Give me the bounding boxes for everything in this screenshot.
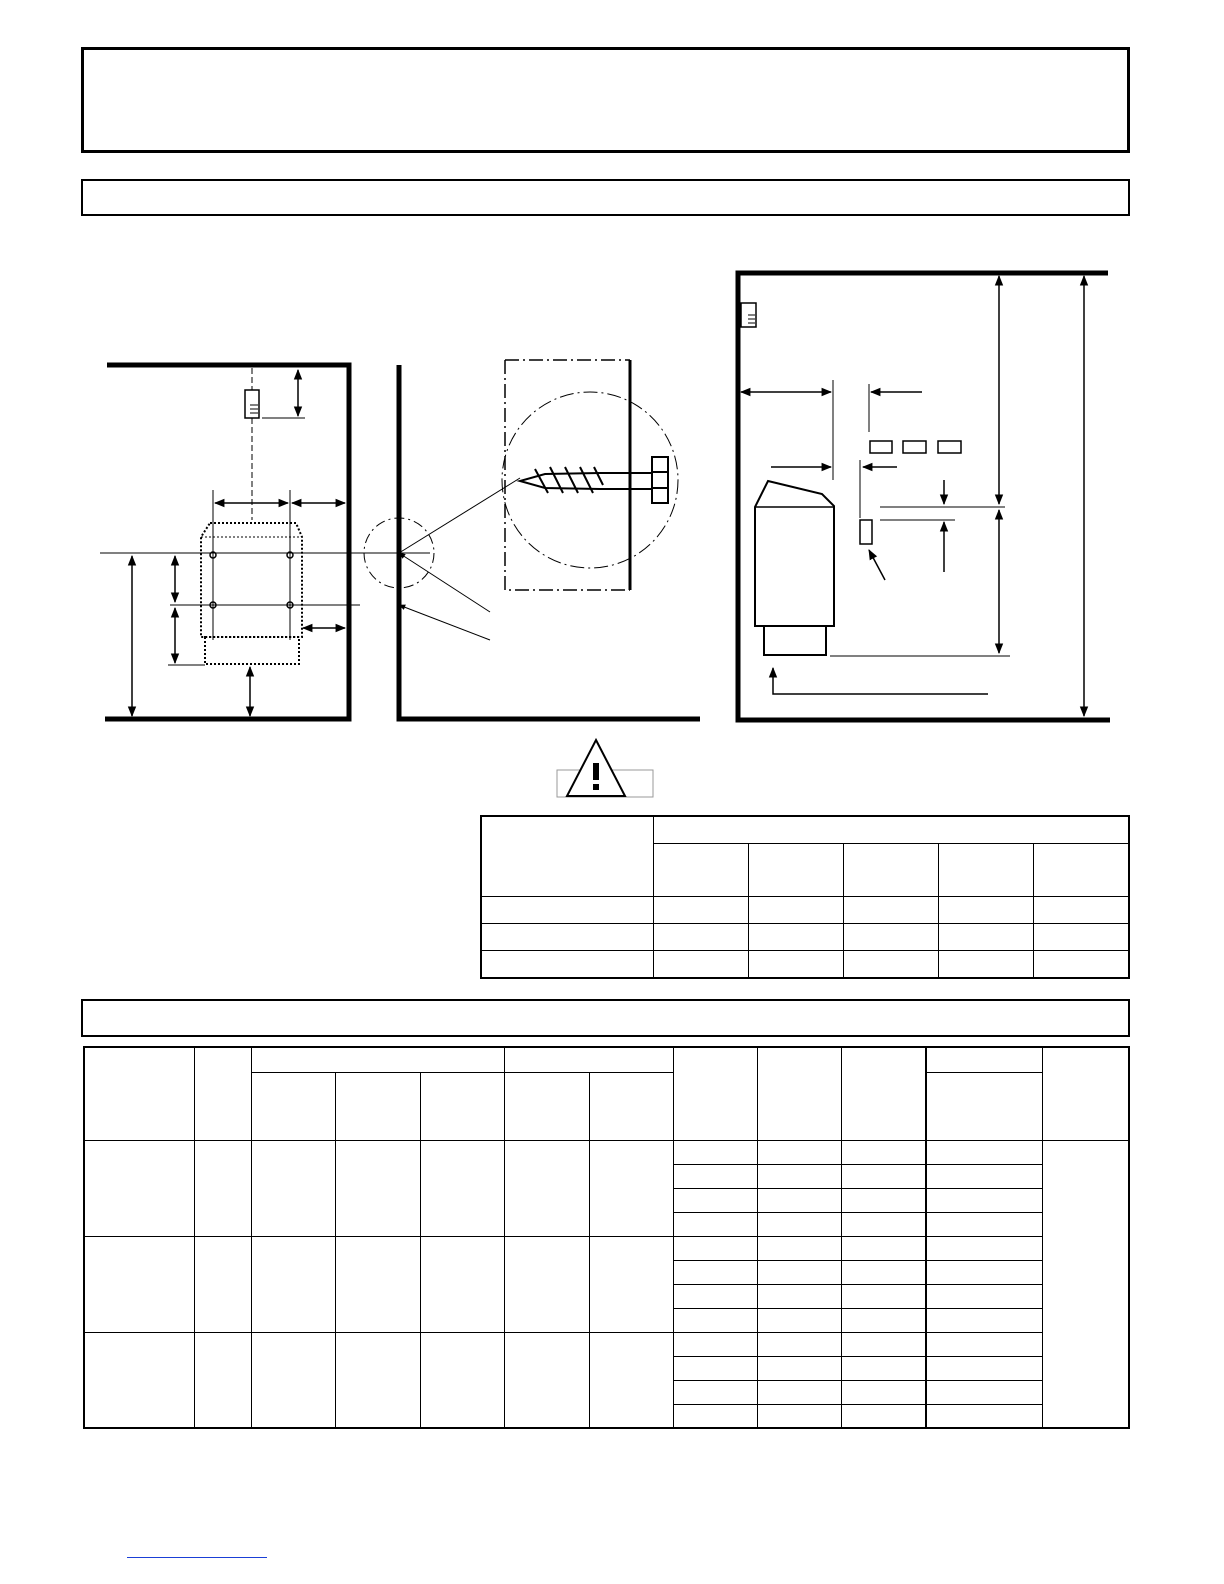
footer-link[interactable] (127, 1557, 267, 1559)
table-cell (653, 951, 748, 979)
clearance-subheader (653, 844, 748, 897)
table-cell (841, 1380, 926, 1404)
table-cell (757, 1308, 841, 1332)
table-cell (481, 924, 653, 951)
thermostat-icon (245, 390, 259, 418)
table-cell (504, 1236, 589, 1332)
table-cell (748, 897, 843, 924)
table-cell (673, 1164, 757, 1188)
spec-header (84, 1047, 194, 1140)
clearance-subheader (1033, 844, 1129, 897)
table-cell (757, 1284, 841, 1308)
table-cell (926, 1380, 1042, 1404)
warning-icon (557, 740, 653, 797)
table-row (481, 924, 1129, 951)
front-view-drawing (100, 365, 430, 719)
table-cell (926, 1356, 1042, 1380)
table-cell (843, 924, 938, 951)
table-cell (1042, 1140, 1129, 1428)
table-cell (420, 1236, 504, 1332)
table-cell (194, 1236, 251, 1332)
screw-icon (520, 457, 668, 503)
table-cell (673, 1308, 757, 1332)
table-cell (1033, 951, 1129, 979)
table-cell (251, 1140, 335, 1236)
table-row (84, 1140, 1129, 1164)
table-cell (841, 1260, 926, 1284)
spec-header (926, 1072, 1042, 1140)
table-row (84, 1332, 1129, 1356)
table-cell (335, 1236, 420, 1332)
specifications-table (83, 1046, 1130, 1429)
spec-header (673, 1047, 757, 1140)
table-cell (926, 1140, 1042, 1164)
table-cell (1033, 924, 1129, 951)
table-cell (335, 1140, 420, 1236)
table-cell (653, 924, 748, 951)
table-cell (481, 951, 653, 979)
table-cell (926, 1308, 1042, 1332)
spec-header (926, 1047, 1042, 1072)
table-cell (843, 951, 938, 979)
spec-header (1042, 1047, 1129, 1140)
table-cell (748, 924, 843, 951)
group-label (84, 1332, 194, 1428)
table-cell (589, 1236, 673, 1332)
table-cell (673, 1356, 757, 1380)
table-cell (757, 1332, 841, 1356)
table-cell (841, 1356, 926, 1380)
table-cell (673, 1380, 757, 1404)
table-cell (194, 1140, 251, 1236)
table-cell (757, 1404, 841, 1428)
table-cell (673, 1212, 757, 1236)
spec-header (841, 1047, 926, 1140)
table-cell (589, 1140, 673, 1236)
spec-header (335, 1072, 420, 1140)
table-cell (926, 1164, 1042, 1188)
table-cell (843, 897, 938, 924)
clearance-subheader (748, 844, 843, 897)
table-cell (841, 1308, 926, 1332)
group-label (84, 1140, 194, 1236)
clearance-table (480, 815, 1130, 979)
table-cell (1033, 897, 1129, 924)
table-cell (653, 897, 748, 924)
spec-header (504, 1072, 589, 1140)
table-cell (673, 1140, 757, 1164)
table-cell (673, 1236, 757, 1260)
table-cell (938, 897, 1033, 924)
table-cell (504, 1140, 589, 1236)
table-cell (926, 1260, 1042, 1284)
spec-header (420, 1072, 504, 1140)
table-cell (841, 1284, 926, 1308)
clearance-header-left (481, 816, 653, 897)
table-cell (757, 1140, 841, 1164)
table-cell (938, 951, 1033, 979)
table-cell (926, 1188, 1042, 1212)
table-cell (757, 1356, 841, 1380)
table-cell (757, 1236, 841, 1260)
table-cell (841, 1140, 926, 1164)
table-cell (757, 1212, 841, 1236)
table-cell (757, 1164, 841, 1188)
table-cell (926, 1404, 1042, 1428)
table-cell (335, 1332, 420, 1428)
table-cell (420, 1140, 504, 1236)
table-cell (748, 951, 843, 979)
spec-header (194, 1047, 251, 1140)
table-cell (420, 1332, 504, 1428)
table-cell (841, 1332, 926, 1356)
table-cell (673, 1260, 757, 1284)
table-cell (926, 1332, 1042, 1356)
table-cell (926, 1212, 1042, 1236)
table-cell (673, 1284, 757, 1308)
clearance-subheader (938, 844, 1033, 897)
table-cell (841, 1164, 926, 1188)
table-cell (841, 1212, 926, 1236)
table-cell (251, 1236, 335, 1332)
spec-header (251, 1072, 335, 1140)
group-label (84, 1236, 194, 1332)
table-cell (757, 1380, 841, 1404)
table-cell (251, 1332, 335, 1428)
table-cell (504, 1332, 589, 1428)
side-view-drawing (364, 360, 700, 719)
table-cell (589, 1332, 673, 1428)
table-cell (926, 1236, 1042, 1260)
table-cell (673, 1404, 757, 1428)
section-header-specifications (81, 999, 1130, 1037)
clearance-header-span (653, 816, 1129, 844)
table-cell (673, 1188, 757, 1212)
table-cell (841, 1236, 926, 1260)
spec-header (757, 1047, 841, 1140)
table-row (481, 951, 1129, 979)
room-layout-drawing (738, 273, 1110, 720)
spec-header (251, 1047, 504, 1072)
table-row (481, 897, 1129, 924)
table-cell (481, 897, 653, 924)
table-cell (757, 1260, 841, 1284)
table-cell (757, 1188, 841, 1212)
table-cell (841, 1188, 926, 1212)
table-cell (673, 1332, 757, 1356)
table-row (84, 1236, 1129, 1260)
spec-header (504, 1047, 673, 1072)
table-cell (841, 1404, 926, 1428)
table-cell (926, 1284, 1042, 1308)
spec-header (589, 1072, 673, 1140)
clearance-subheader (843, 844, 938, 897)
table-cell (938, 924, 1033, 951)
table-cell (194, 1332, 251, 1428)
